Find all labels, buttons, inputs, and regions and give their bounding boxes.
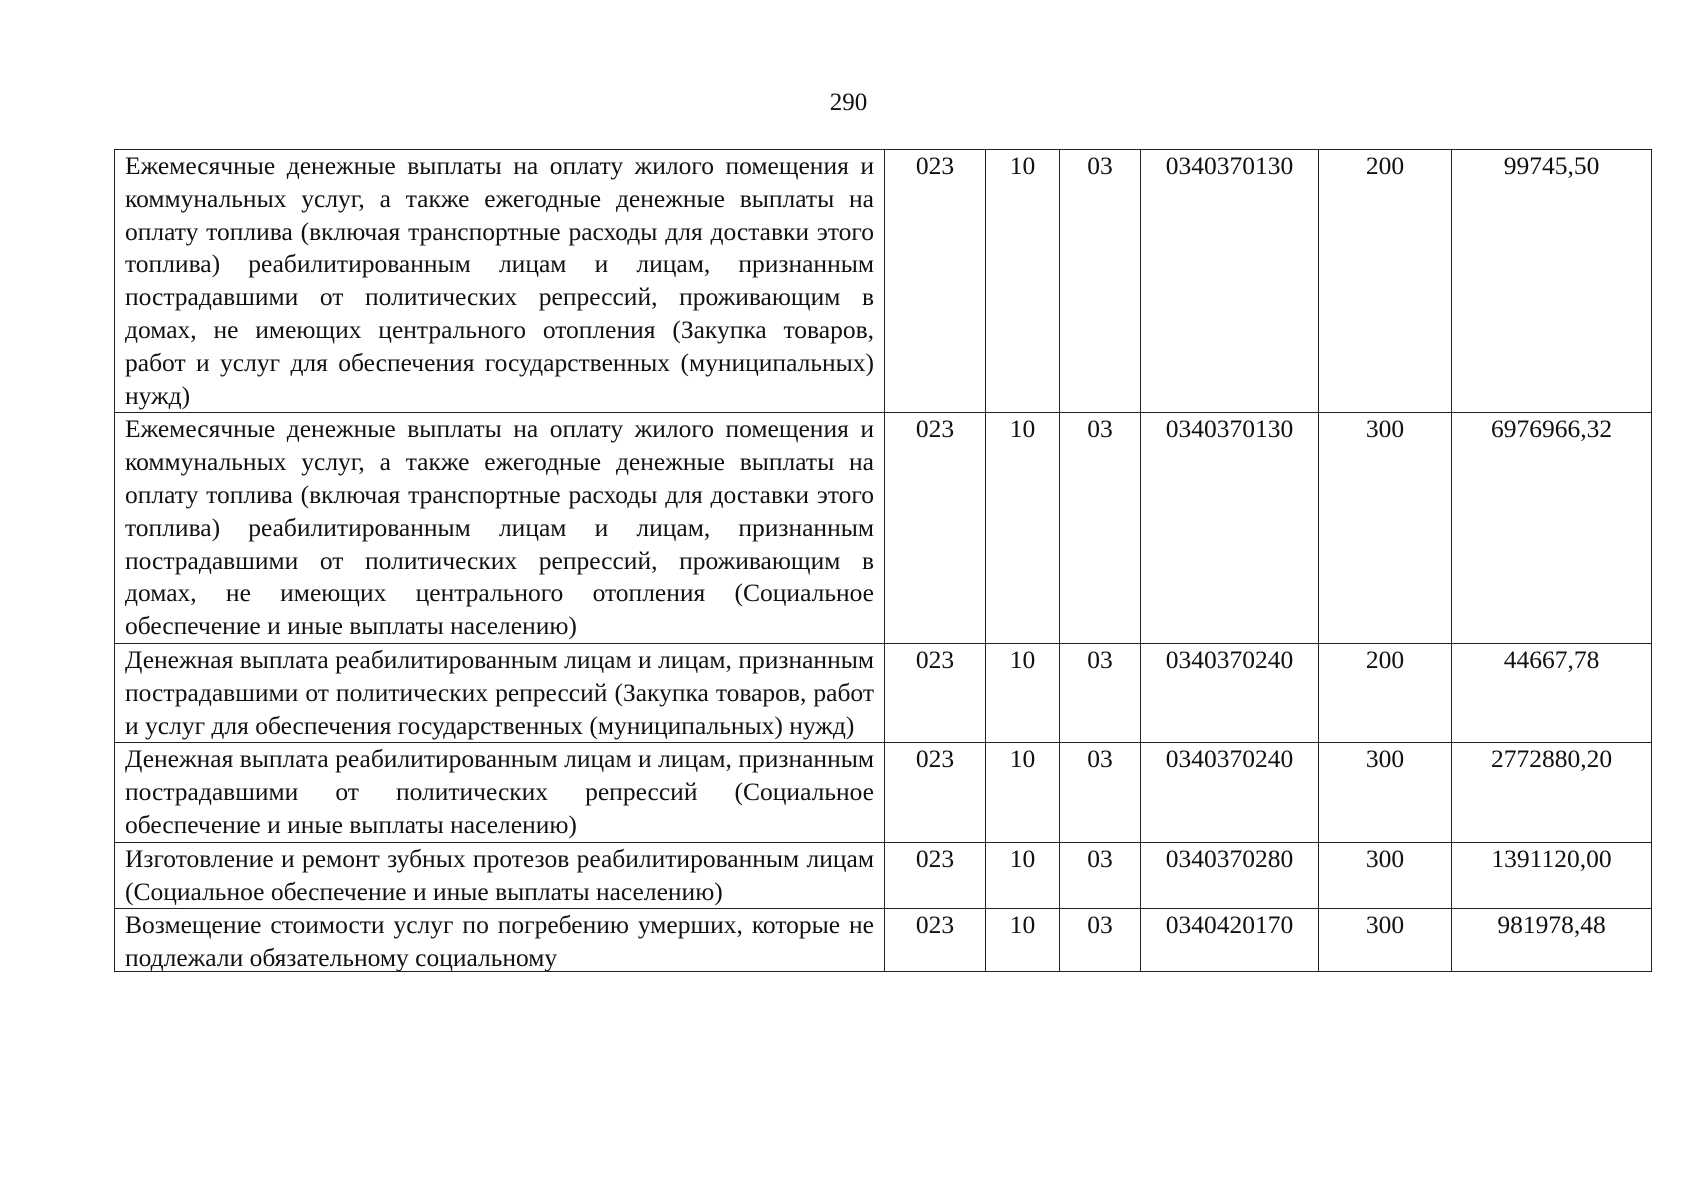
subsection-code: 03: [1060, 643, 1141, 742]
target-article-code: 0340370130: [1141, 150, 1319, 413]
subsection-code: 03: [1060, 150, 1141, 413]
table-row: [115, 413, 1652, 644]
amount: 2772880,20: [1452, 743, 1652, 842]
amount: 6976966,32: [1452, 413, 1652, 644]
subsection-code: 03: [1060, 909, 1141, 972]
ministry-code: 023: [885, 842, 986, 909]
budget-table: [114, 149, 1652, 972]
amount: 99745,50: [1452, 150, 1652, 413]
row-description: Изготовление и ремонт зубных протезов реабилитированным лицам (Социальное обеспечение и иные выплаты населению): [115, 842, 885, 909]
table-row: [115, 643, 1652, 742]
subsection-code: 03: [1060, 842, 1141, 909]
row-description: Ежемесячные денежные выплаты на оплату жилого помещения и коммунальных услуг, а также ежегодные денежные выплаты на оплату топлива (включая транспортные расходы для доставки этого топлива) реабилитированным лицам и лицам, признанным пострадавшими от политических репрессий, проживающим в домах, не имеющих центрального отопления (Закупка товаров, работ и услуг для обеспечения государственных (муниципальных) нужд): [115, 150, 885, 413]
expense-type-code: 300: [1319, 842, 1452, 909]
ministry-code: 023: [885, 413, 986, 644]
row-description: Ежемесячные денежные выплаты на оплату жилого помещения и коммунальных услуг, а также ежегодные денежные выплаты на оплату топлива (включая транспортные расходы для доставки этого топлива) реабилитированным лицам и лицам, признанным пострадавшими от политических репрессий, проживающим в домах, не имеющих центрального отопления (Социальное обеспечение и иные выплаты населению): [115, 413, 885, 644]
ministry-code: 023: [885, 909, 986, 972]
table-row: [115, 743, 1652, 842]
section-code: 10: [986, 150, 1060, 413]
row-description: Возмещение стоимости услуг по погребению умерших, которые не подлежали обязательному социальному: [125, 910, 874, 972]
expense-type-code: 200: [1319, 643, 1452, 742]
target-article-code: 0340420170: [1141, 909, 1319, 972]
amount: 981978,48: [1452, 909, 1652, 972]
row-description-cell: [115, 909, 885, 972]
section-code: 10: [986, 743, 1060, 842]
row-description: Денежная выплата реабилитированным лицам и лицам, признанным пострадавшими от политических репрессий (Закупка товаров, работ и услуг для обеспечения государственных (муниципальных) нужд): [115, 643, 885, 742]
section-code: 10: [986, 643, 1060, 742]
target-article-code: 0340370240: [1141, 743, 1319, 842]
subsection-code: 03: [1060, 413, 1141, 644]
expense-type-code: 200: [1319, 150, 1452, 413]
target-article-code: 0340370130: [1141, 413, 1319, 644]
section-code: 10: [986, 842, 1060, 909]
row-description: Денежная выплата реабилитированным лицам и лицам, признанным пострадавшими от политических репрессий (Социальное обеспечение и иные выплаты населению): [115, 743, 885, 842]
section-code: 10: [986, 909, 1060, 972]
table-row: [115, 842, 1652, 909]
amount: 1391120,00: [1452, 842, 1652, 909]
page-number: 290: [829, 89, 868, 116]
expense-type-code: 300: [1319, 743, 1452, 842]
amount: 44667,78: [1452, 643, 1652, 742]
ministry-code: 023: [885, 743, 986, 842]
expense-type-code: 300: [1319, 413, 1452, 644]
subsection-code: 03: [1060, 743, 1141, 842]
table-row: [115, 150, 1652, 413]
target-article-code: 0340370280: [1141, 842, 1319, 909]
ministry-code: 023: [885, 150, 986, 413]
table-row: [115, 909, 1652, 972]
section-code: 10: [986, 413, 1060, 644]
expense-type-code: 300: [1319, 909, 1452, 972]
ministry-code: 023: [885, 643, 986, 742]
target-article-code: 0340370240: [1141, 643, 1319, 742]
